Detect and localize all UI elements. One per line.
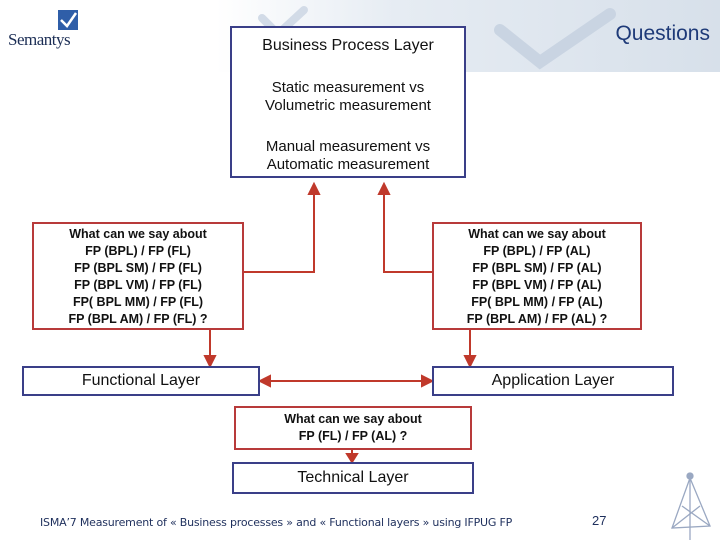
al-question-line: FP (BPL) / FP (AL) xyxy=(483,244,591,258)
technical-layer-label: Technical Layer xyxy=(297,469,409,486)
manual-vs-automatic-line2: Automatic measurement xyxy=(266,156,430,173)
business-process-title: Business Process Layer xyxy=(262,37,434,54)
functional-layer-label: Functional Layer xyxy=(81,372,201,389)
page-number: 27 xyxy=(592,513,607,528)
al-question-line: What can we say about xyxy=(468,227,606,241)
fl-question-line: FP( BPL MM) / FP (FL) xyxy=(72,295,204,309)
compass-triangle-icon xyxy=(672,473,710,540)
fl-question-line: FP (BPL) / FP (FL) xyxy=(85,244,191,258)
fl-al-question-line: What can we say about xyxy=(284,412,422,426)
al-question-line: FP (BPL VM) / FP (AL) xyxy=(472,278,602,292)
static-vs-volumetric-line1: Static measurement vs xyxy=(271,79,425,96)
fl-question-line: What can we say about xyxy=(69,227,207,241)
al-question-line: FP( BPL MM) / FP (AL) xyxy=(471,295,603,309)
fl-question-text xyxy=(34,226,242,328)
fl-question-line: FP (BPL AM) / FP (FL) ? xyxy=(68,312,208,326)
al-question-line: FP (BPL SM) / FP (AL) xyxy=(472,261,602,275)
fl-question-line: FP (BPL SM) / FP (FL) xyxy=(74,261,202,275)
footer-caption: ISMA’7 Measurement of « Business processes » and « Functional layers » using IFPUG FP xyxy=(40,516,513,529)
application-layer-label: Application Layer xyxy=(491,372,615,389)
manual-vs-automatic-line1: Manual measurement vs xyxy=(265,138,431,155)
fl-al-question-text xyxy=(236,411,470,445)
slide-title: Questions xyxy=(615,22,710,45)
al-question-line: FP (BPL AM) / FP (AL) ? xyxy=(466,312,608,326)
fl-al-question-line: FP (FL) / FP (AL) ? xyxy=(298,429,408,443)
al-question-text xyxy=(434,226,640,328)
company-logo: Semantys xyxy=(8,30,71,49)
static-vs-volumetric-line2: Volumetric measurement xyxy=(265,97,431,114)
fl-question-line: FP (BPL VM) / FP (FL) xyxy=(74,278,202,292)
